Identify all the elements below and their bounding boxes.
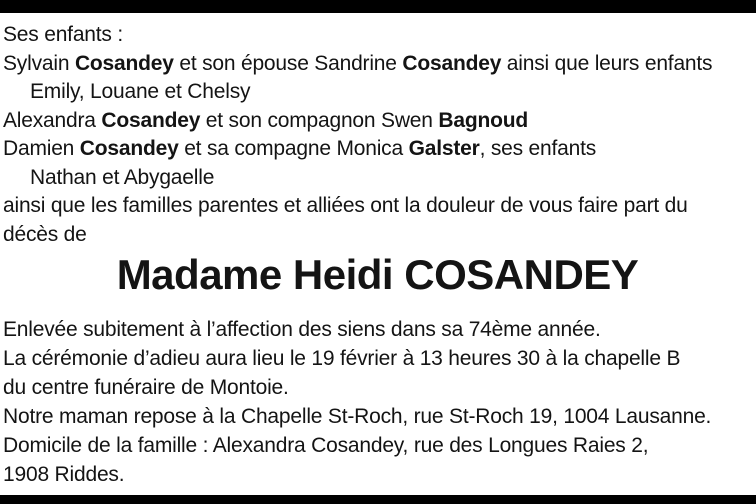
family-surname: Bagnoud — [438, 108, 528, 132]
family-line-grandchildren-1 — [3, 78, 752, 107]
family-text: Damien — [3, 137, 80, 160]
family-surname: Cosandey — [101, 108, 201, 132]
family-section — [3, 21, 752, 249]
family-text: , ses enfants — [479, 137, 597, 160]
family-surname: Cosandey — [402, 51, 502, 75]
family-surname: Cosandey — [74, 51, 174, 75]
family-text: décès de — [3, 222, 87, 246]
detail-line-repose: Notre maman repose à la Chapelle St-Roch, rue St-Roch 19, 1004 Lausanne. — [3, 405, 712, 428]
family-text: Alexandra — [3, 108, 102, 132]
top-border-bar — [0, 0, 756, 13]
family-text: et son compagnon Swen — [200, 108, 439, 132]
deceased-name-title: Madame Heidi COSANDEY — [116, 251, 639, 298]
detail-line-death: Enlevée subitement à l’affection des siens dans sa 74ème année. — [3, 318, 601, 341]
family-surname: Cosandey — [79, 137, 179, 160]
family-text: ainsi que leurs enfants — [501, 51, 713, 75]
family-line-intro — [3, 21, 752, 50]
family-text: et son épouse Sandrine — [173, 51, 403, 75]
details-section — [3, 315, 752, 489]
family-text: Ses enfants : — [3, 23, 123, 46]
family-line-grandchildren-2 — [3, 164, 752, 193]
family-text: Nathan et Abygaelle — [30, 165, 215, 189]
family-line-alexandra — [3, 107, 752, 136]
family-surname: Galster — [408, 137, 480, 160]
family-text: Emily, Louane et Chelsy — [30, 80, 251, 103]
family-line-closing-1 — [3, 192, 752, 221]
family-line-closing-2 — [3, 221, 752, 250]
family-text: ainsi que les familles parentes et alliées ont la douleur de vous faire part du — [3, 194, 688, 217]
family-line-damien — [3, 135, 752, 164]
detail-line-domicile-1: Domicile de la famille : Alexandra Cosandey, rue des Longues Raies 2, — [3, 434, 649, 457]
detail-line-ceremony-1: La cérémonie d’adieu aura lieu le 19 février à 13 heures 30 à la chapelle B — [3, 347, 681, 370]
family-text: et sa compagne Monica — [178, 137, 409, 160]
notice-body — [0, 13, 756, 489]
detail-line-domicile-2: 1908 Riddes. — [3, 463, 125, 486]
family-text: Sylvain — [3, 51, 75, 75]
detail-line-ceremony-2: du centre funéraire de Montoie. — [3, 376, 289, 399]
bottom-border-bar — [0, 495, 756, 504]
family-line-sylvain — [3, 50, 752, 79]
